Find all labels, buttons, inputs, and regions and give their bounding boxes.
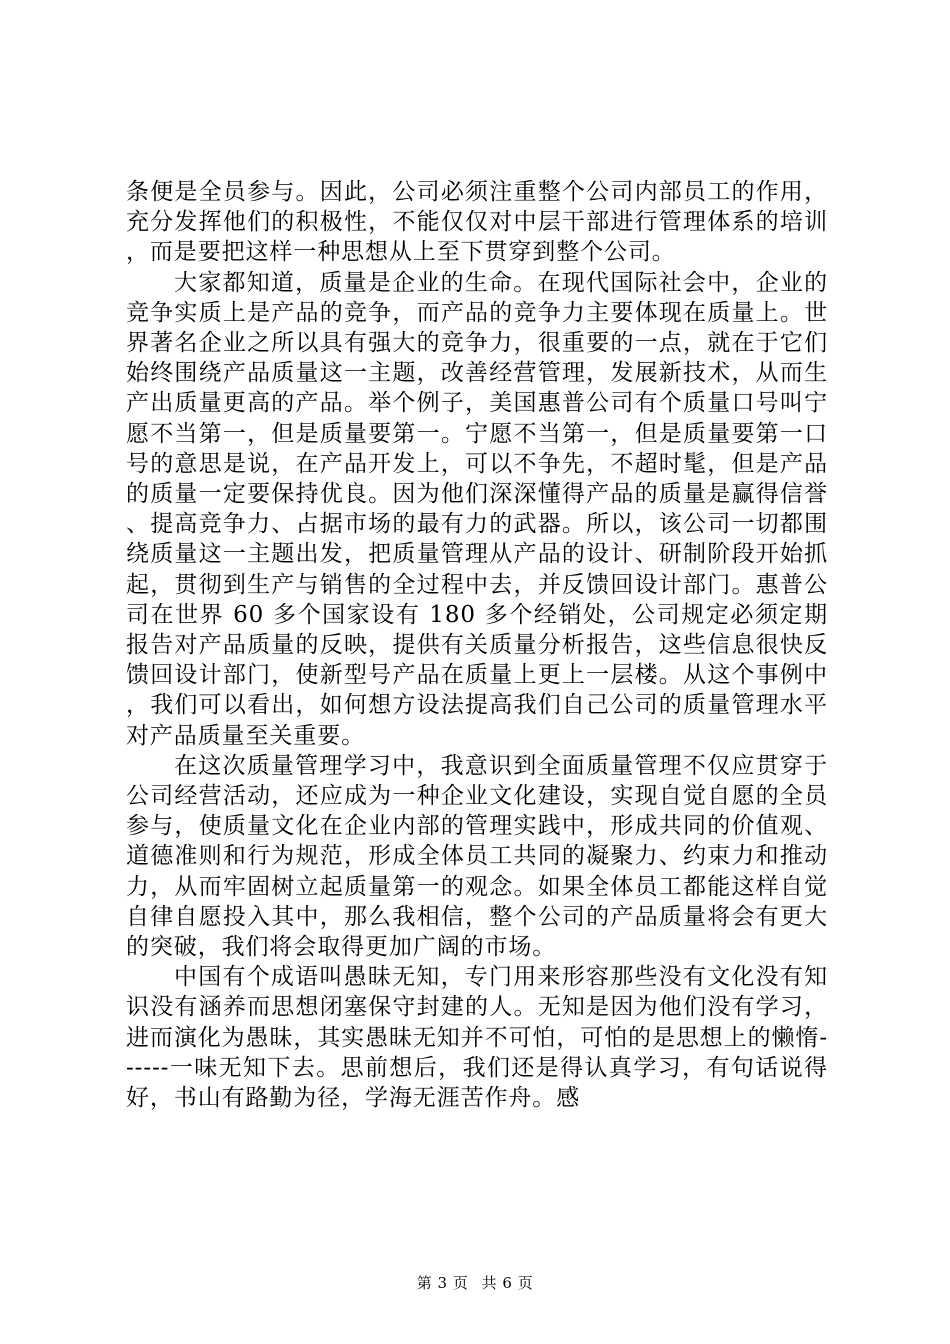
document-body	[126, 177, 828, 1113]
page-footer	[0, 1272, 950, 1293]
page-total: 共 6 页	[481, 1274, 534, 1292]
paragraph-1: 条便是全员参与。因此，公司必须注重整个公司内部员工的作用，充分发挥他们的积极性，不能仅仅对中层干部进行管理体系的培训，而是要把这样一种思想从上至下贯穿到整个公司。	[126, 179, 828, 266]
page-number: 第 3 页	[416, 1274, 469, 1292]
paragraph-2: 大家都知道，质量是企业的生命。在现代国际社会中，企业的竞争实质上是产品的竞争，而产品的竞争力主要体现在质量上。世界著名企业之所以具有强大的竞争力，很重要的一点，就在于它们始终围绕产品质量这一主题，改善经营管理，发展新技术，从而生产出质量更高的产品。举个例子，美国惠普公司有个质量口号叫宁愿不当第一，但是质量要第一。宁愿不当第一，但是质量要第一口号的意思是说，在产品开发上，可以不争先，不超时髦，但是产品的质量一定要保持优良。因为他们深深懂得产品的质量是赢得信誉、提高竞争力、占据市场的最有力的武器。所以，该公司一切都围绕质量这一主题出发，把质量管理从产品的设计、研制阶段开始抓起，贯彻到生产与销售的全过程中去，并反馈回设计部门。惠普公司在世界 60 多个国家设有 180 多个经销处，公司规定必须定期报告对产品质量的反映，提供有关质量分析报告，这些信息很快反馈回设计部门，使新型号产品在质量上更上一层楼。从这个事例中，我们可以看出，如何想方设法提高我们自己公司的质量管理水平对产品质量至关重要。	[126, 269, 828, 749]
paragraph-4: 中国有个成语叫愚昧无知，专门用来形容那些没有文化没有知识没有涵养而思想闭塞保守封建的人。无知是因为他们没有学习，进而演化为愚昧，其实愚昧无知并不可怕，可怕的是思想上的懒惰------一味无知下去。思前想后，我们还是得认真学习，有句话说得好，书山有路勤为径，学海无涯苦作舟。感	[126, 964, 828, 1112]
paragraph-3: 在这次质量管理学习中，我意识到全面质量管理不仅应贯穿于公司经营活动，还应成为一种企业文化建设，实现自觉自愿的全员参与，使质量文化在企业内部的管理实践中，形成共同的价值观、道德准则和行为规范，形成全体员工共同的凝聚力、约束力和推动力，从而牢固树立起质量第一的观念。如果全体员工都能这样自觉自律自愿投入其中，那么我相信，整个公司的产品质量将会有更大的突破，我们将会取得更加广阔的市场。	[126, 752, 828, 961]
